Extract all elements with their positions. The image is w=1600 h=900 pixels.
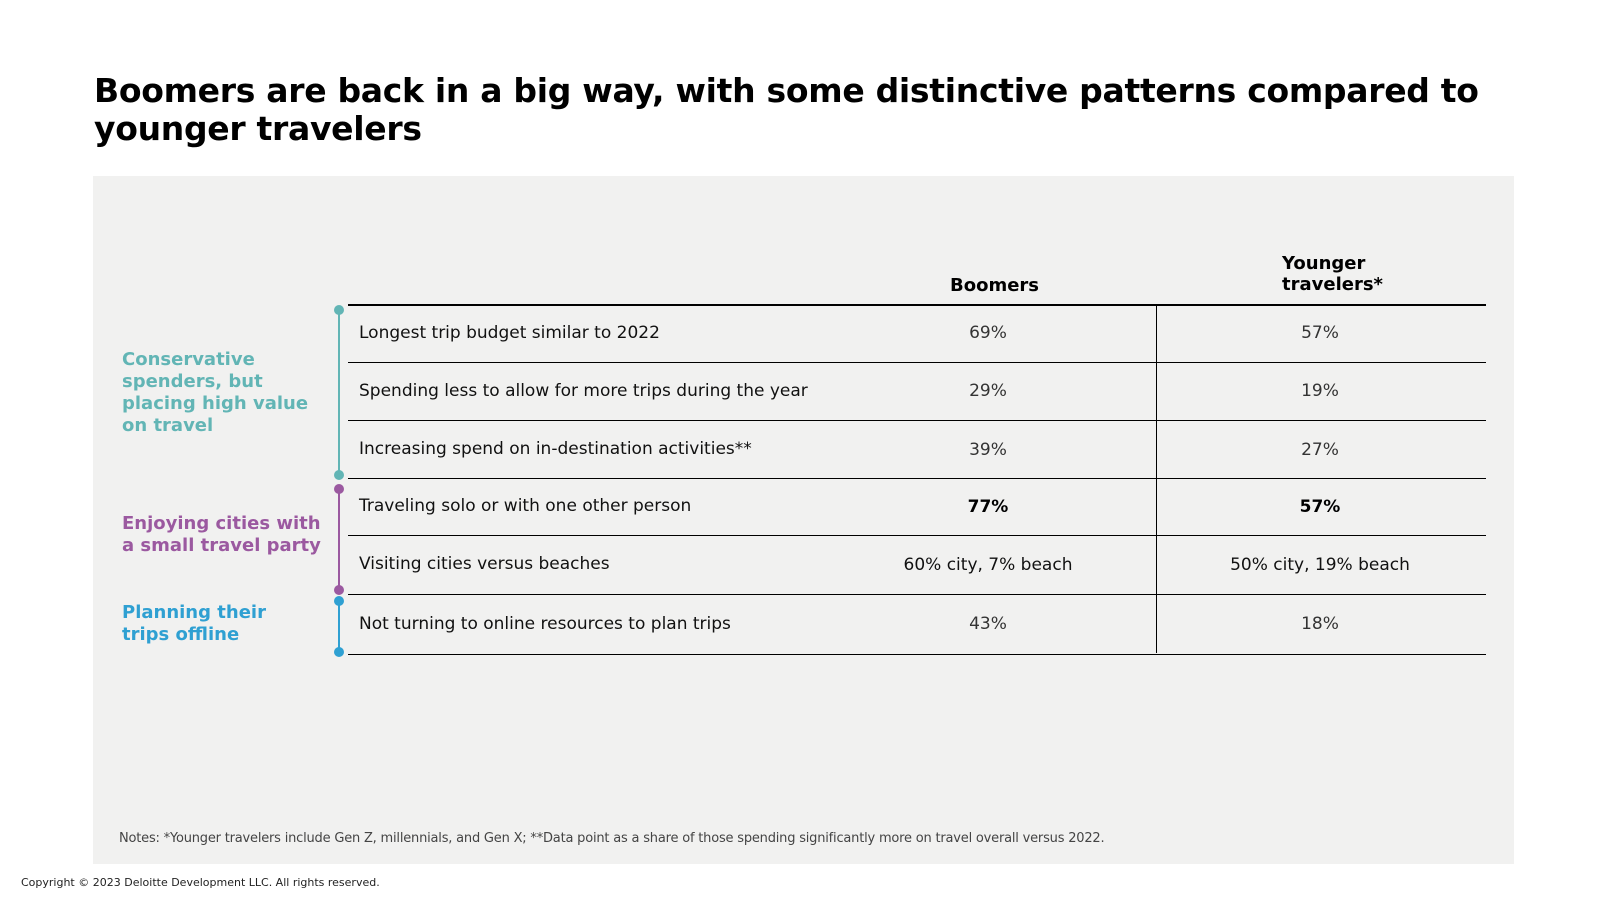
- row-divider: [348, 654, 1486, 655]
- column-divider: [1156, 305, 1157, 653]
- bracket-dot: [334, 585, 344, 595]
- cell-younger: 57%: [1299, 497, 1341, 517]
- group-label-offline: Planning their trips offline: [122, 602, 266, 645]
- cell-boomers: 43%: [969, 614, 1007, 634]
- row-divider: [348, 535, 1486, 536]
- group-bracket-cities: [338, 489, 340, 589]
- column-header-boomers: Boomers: [950, 275, 1040, 296]
- row-divider: [348, 362, 1486, 363]
- cell-boomers: 39%: [969, 440, 1007, 460]
- cell-boomers: 77%: [967, 497, 1009, 517]
- cell-younger: 27%: [1301, 440, 1339, 460]
- cell-younger: 57%: [1301, 323, 1339, 343]
- cell-younger: 19%: [1301, 381, 1339, 401]
- cell-younger: 50% city, 19% beach: [1230, 555, 1410, 575]
- row-label: Spending less to allow for more trips during the year: [359, 381, 808, 401]
- cell-boomers: 69%: [969, 323, 1007, 343]
- copyright: Copyright © 2023 Deloitte Development LLC. All rights reserved.: [21, 876, 380, 889]
- bracket-dot: [334, 596, 344, 606]
- cell-younger: 18%: [1301, 614, 1339, 634]
- row-label: Longest trip budget similar to 2022: [359, 323, 660, 343]
- row-label: Visiting cities versus beaches: [359, 554, 610, 574]
- cell-boomers: 60% city, 7% beach: [903, 555, 1073, 575]
- row-label: Traveling solo or with one other person: [359, 496, 692, 516]
- row-divider: [348, 594, 1486, 595]
- footnotes: Notes: *Younger travelers include Gen Z, millennials, and Gen X; **Data point as a share of those spending significantly more on travel overall versus 2022.: [119, 831, 1105, 846]
- page-title: Boomers are back in a big way, with some distinctive patterns compared to younger travelers: [94, 71, 1479, 148]
- group-label-conservative: Conservative spenders, but placing high value on travel: [122, 349, 309, 436]
- bracket-dot: [334, 305, 344, 315]
- row-divider: [348, 420, 1486, 421]
- group-label-cities: Enjoying cities with a small travel party: [122, 513, 321, 556]
- row-label: Increasing spend on in-destination activities**: [359, 439, 752, 459]
- column-header-younger-travelers: Younger travelers*: [1282, 253, 1383, 295]
- bracket-dot: [334, 647, 344, 657]
- bracket-dot: [334, 470, 344, 480]
- cell-boomers: 29%: [969, 381, 1007, 401]
- group-bracket-offline: [338, 601, 340, 653]
- table-header-rule: [348, 304, 1486, 306]
- bracket-dot: [334, 484, 344, 494]
- group-bracket-conservative: [338, 310, 340, 475]
- row-label: Not turning to online resources to plan trips: [359, 614, 731, 634]
- row-divider: [348, 478, 1486, 479]
